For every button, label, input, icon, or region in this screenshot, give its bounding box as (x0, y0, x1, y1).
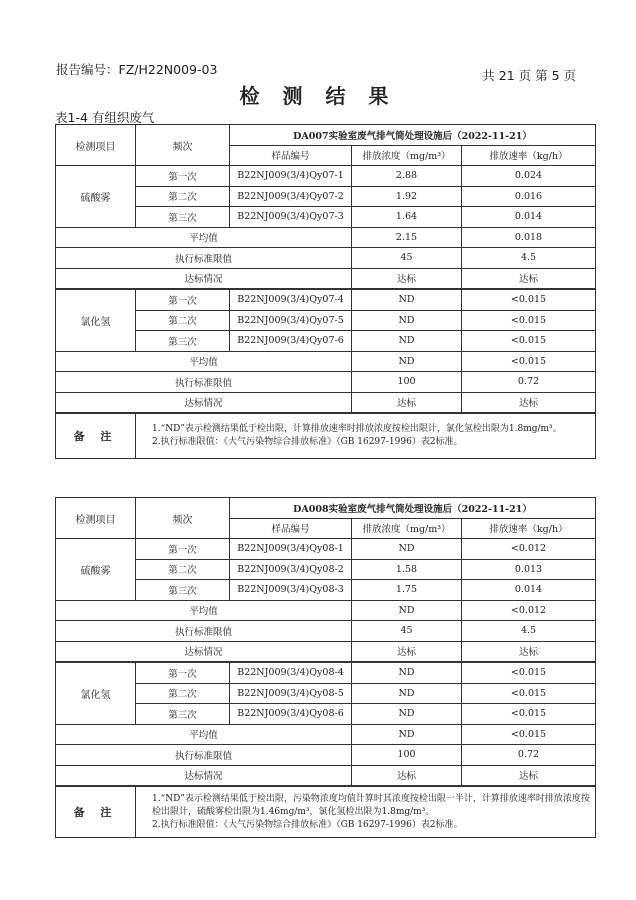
table-row (56, 704, 596, 725)
compliance-row (56, 641, 596, 662)
compliance-label: 达标情况 (56, 641, 352, 662)
frequency-cell: 第二次 (136, 186, 230, 207)
rate-cell: <0.015 (462, 683, 596, 704)
concentration-cell: ND (352, 289, 462, 310)
sample-cell: B22NJ009(3/4)Qy08-5 (230, 683, 352, 704)
note-line: 1.“ND”表示检测结果低于检出限，计算排放速率时排放浓度按检出限计，氯化氢检出限为1.8mg/m³。 (152, 424, 562, 434)
average-rate: <0.015 (462, 351, 596, 372)
average-label: 平均值 (56, 227, 352, 248)
standard-row (56, 248, 596, 269)
compliance-row (56, 392, 596, 413)
table-row (56, 186, 596, 207)
outlet-title: DA007实验室废气排气筒处理设施后（2022-11-21） (230, 125, 596, 146)
standard-label: 执行标准限值 (56, 248, 352, 269)
notes-cell (136, 786, 596, 838)
average-row (56, 227, 596, 248)
compliance-label: 达标情况 (56, 392, 352, 413)
rate-cell: 0.013 (462, 559, 596, 580)
compliance-rate: 达标 (462, 392, 596, 413)
note-line: 2.执行标准限值：《大气污染物综合排放标准》（GB 16297-1996）表2标准。 (152, 819, 463, 830)
average-label: 平均值 (56, 724, 352, 745)
frequency-cell: 第一次 (136, 539, 230, 560)
standard-label: 执行标准限值 (56, 372, 352, 393)
pollutant-name: 硫酸雾 (56, 166, 136, 228)
average-concentration: 2.15 (352, 227, 462, 248)
frequency-cell: 第二次 (136, 310, 230, 331)
compliance-rate: 达标 (462, 765, 596, 786)
sample-cell: B22NJ009(3/4)Qy07-3 (230, 207, 352, 228)
standard-row (56, 372, 596, 393)
average-label: 平均值 (56, 351, 352, 372)
standard-rate: 0.72 (462, 372, 596, 393)
table-header-row (56, 125, 596, 146)
table-header-row (56, 498, 596, 519)
frequency-cell: 第一次 (136, 662, 230, 683)
note-line: 2.执行标准限值：《大气污染物综合排放标准》（GB 16297-1996）表2标准。 (152, 437, 463, 447)
sample-cell: B22NJ009(3/4)Qy08-2 (230, 559, 352, 580)
concentration-cell: 1.92 (352, 186, 462, 207)
compliance-concentration: 达标 (352, 268, 462, 289)
standard-concentration: 100 (352, 372, 462, 393)
compliance-row (56, 268, 596, 289)
average-rate: <0.015 (462, 724, 596, 745)
outlet-title: DA008实验室废气排气筒处理设施后（2022-11-21） (230, 498, 596, 519)
table-row (56, 331, 596, 352)
sample-cell: B22NJ009(3/4)Qy08-4 (230, 662, 352, 683)
concentration-cell: ND (352, 704, 462, 725)
sample-cell: B22NJ009(3/4)Qy08-3 (230, 580, 352, 601)
standard-rate: 4.5 (462, 248, 596, 269)
frequency-cell: 第一次 (136, 166, 230, 187)
standard-rate: 0.72 (462, 745, 596, 766)
results-table-da007 (55, 124, 596, 459)
standard-label: 执行标准限值 (56, 745, 352, 766)
header-concentration: 排放浓度（mg/m³） (352, 518, 462, 539)
frequency-cell: 第三次 (136, 704, 230, 725)
note-line: 1.“ND”表示检测结果低于检出限，污染物浓度均值计算时其浓度按检出限一半计，计算排放速率时排放浓度按检出限计，硫酸雾检出限为1.46mg/m³，氯化氢检出限为1.8mg/m³。 (152, 793, 590, 817)
sample-cell: B22NJ009(3/4)Qy07-2 (230, 186, 352, 207)
header-sample-no: 样品编号 (230, 145, 352, 166)
standard-row (56, 621, 596, 642)
average-rate: 0.018 (462, 227, 596, 248)
header-item: 检测项目 (56, 498, 136, 539)
header-frequency: 频次 (136, 125, 230, 166)
rate-cell: <0.015 (462, 704, 596, 725)
rate-cell: 0.016 (462, 186, 596, 207)
compliance-concentration: 达标 (352, 765, 462, 786)
concentration-cell: ND (352, 683, 462, 704)
average-concentration: ND (352, 724, 462, 745)
frequency-cell: 第二次 (136, 683, 230, 704)
compliance-rate: 达标 (462, 268, 596, 289)
table-row (56, 683, 596, 704)
average-row (56, 351, 596, 372)
notes-cell (136, 413, 596, 459)
average-label: 平均值 (56, 600, 352, 621)
table-row (56, 662, 596, 683)
notes-label: 备 注 (56, 413, 136, 459)
compliance-concentration: 达标 (352, 641, 462, 662)
rate-cell: <0.015 (462, 331, 596, 352)
frequency-cell: 第三次 (136, 580, 230, 601)
concentration-cell: 1.75 (352, 580, 462, 601)
standard-rate: 4.5 (462, 621, 596, 642)
standard-row (56, 745, 596, 766)
table-caption: 表1-4 有组织废气 (55, 110, 155, 125)
table-row (56, 289, 596, 310)
standard-concentration: 100 (352, 745, 462, 766)
compliance-concentration: 达标 (352, 392, 462, 413)
rate-cell: 0.014 (462, 580, 596, 601)
page-info: 共 21 页 第 5 页 (482, 68, 576, 83)
table-row (56, 580, 596, 601)
compliance-rate: 达标 (462, 641, 596, 662)
concentration-cell: 1.58 (352, 559, 462, 580)
pollutant-name: 氯化氢 (56, 289, 136, 351)
sample-cell: B22NJ009(3/4)Qy08-1 (230, 539, 352, 560)
sample-cell: B22NJ009(3/4)Qy07-1 (230, 166, 352, 187)
sample-cell: B22NJ009(3/4)Qy07-5 (230, 310, 352, 331)
average-concentration: ND (352, 351, 462, 372)
average-rate: <0.012 (462, 600, 596, 621)
standard-label: 执行标准限值 (56, 621, 352, 642)
header-sample-no: 样品编号 (230, 518, 352, 539)
rate-cell: 0.024 (462, 166, 596, 187)
pollutant-name: 氯化氢 (56, 662, 136, 724)
sample-cell: B22NJ009(3/4)Qy08-6 (230, 704, 352, 725)
concentration-cell: 2.88 (352, 166, 462, 187)
frequency-cell: 第二次 (136, 559, 230, 580)
table-row (56, 207, 596, 228)
concentration-cell: ND (352, 310, 462, 331)
compliance-label: 达标情况 (56, 765, 352, 786)
table-row (56, 166, 596, 187)
table-row (56, 310, 596, 331)
pollutant-name: 硫酸雾 (56, 539, 136, 601)
compliance-row (56, 765, 596, 786)
notes-row (56, 413, 596, 459)
compliance-label: 达标情况 (56, 268, 352, 289)
results-table-da008 (55, 497, 596, 838)
rate-cell: <0.015 (462, 310, 596, 331)
header-concentration: 排放浓度（mg/m³） (352, 145, 462, 166)
table-row (56, 539, 596, 560)
frequency-cell: 第一次 (136, 289, 230, 310)
notes-row (56, 786, 596, 838)
rate-cell: <0.015 (462, 289, 596, 310)
concentration-cell: 1.64 (352, 207, 462, 228)
concentration-cell: ND (352, 662, 462, 683)
sample-cell: B22NJ009(3/4)Qy07-6 (230, 331, 352, 352)
header-rate: 排放速率（kg/h） (462, 145, 596, 166)
frequency-cell: 第三次 (136, 331, 230, 352)
rate-cell: <0.015 (462, 662, 596, 683)
rate-cell: 0.014 (462, 207, 596, 228)
average-concentration: ND (352, 600, 462, 621)
report-number: 报告编号：FZ/H22N009-03 (56, 62, 218, 77)
standard-concentration: 45 (352, 621, 462, 642)
page-title: 检 测 结 果 (239, 84, 397, 108)
concentration-cell: ND (352, 331, 462, 352)
standard-concentration: 45 (352, 248, 462, 269)
average-row (56, 600, 596, 621)
table-row (56, 559, 596, 580)
notes-label: 备 注 (56, 786, 136, 838)
frequency-cell: 第三次 (136, 207, 230, 228)
concentration-cell: ND (352, 539, 462, 560)
header-item: 检测项目 (56, 125, 136, 166)
sample-cell: B22NJ009(3/4)Qy07-4 (230, 289, 352, 310)
rate-cell: <0.012 (462, 539, 596, 560)
header-rate: 排放速率（kg/h） (462, 518, 596, 539)
average-row (56, 724, 596, 745)
header-frequency: 频次 (136, 498, 230, 539)
